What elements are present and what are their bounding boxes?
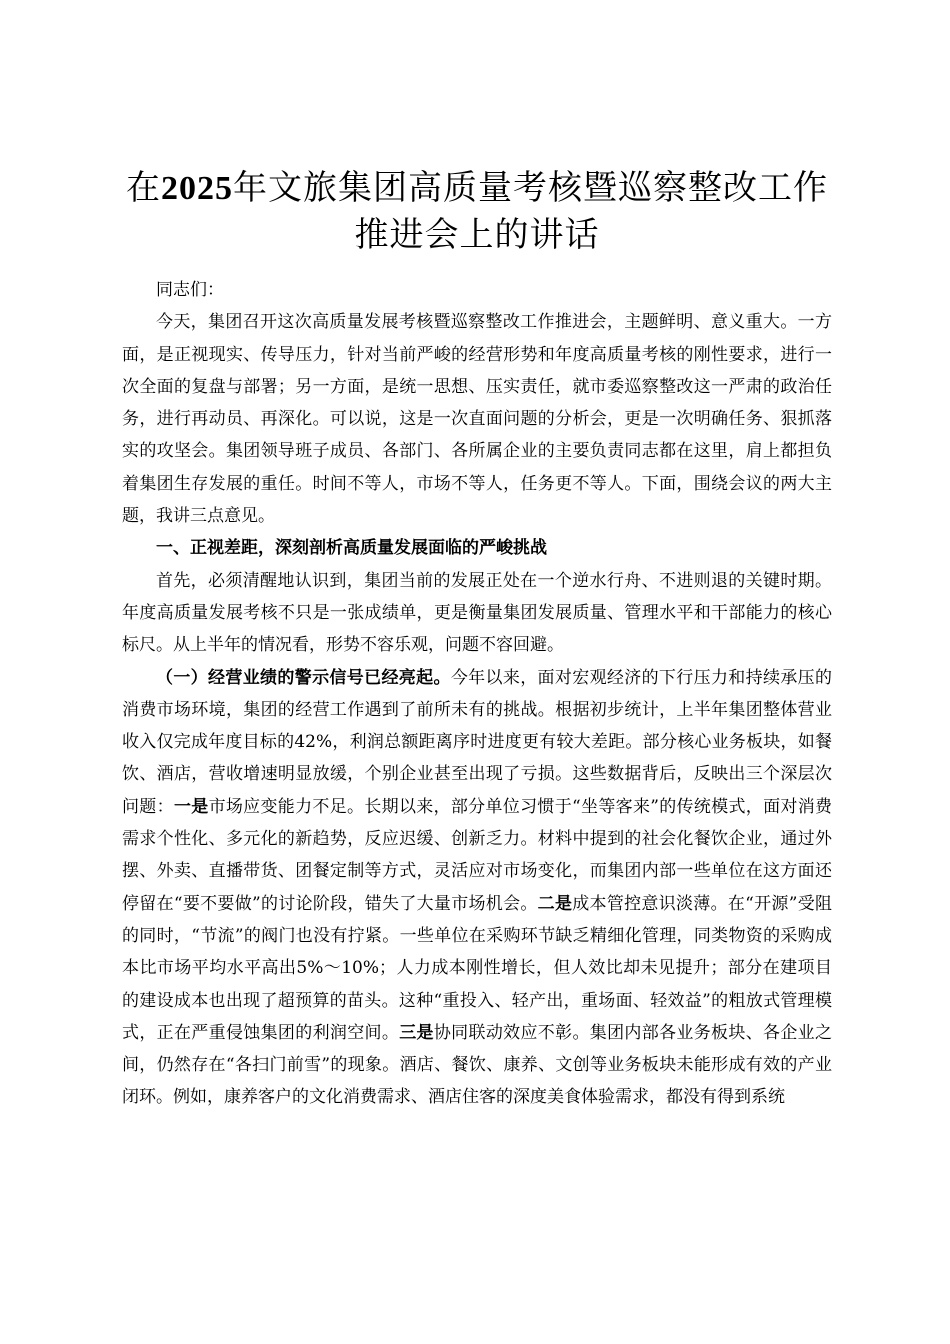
- section-heading-1: [122, 532, 832, 564]
- keyword-third: 三是: [399, 1022, 434, 1043]
- sub-1-text-d: 协同联动效应不彰。集团内部各业务板块、各企业之间，仍然存在“各扫门前雪”的现象。酒店、餐饮、康养、文创等业务板块未能形成有效的产业闭环。例如，康养客户的文化消费需求、酒店住客的深度美食体验需求，都没有得到系统: [122, 1022, 833, 1108]
- sub-1-text-b: 市场应变能力不足。长期以来，部分单位习惯于“坐等客来”的传统模式，面对消费需求个性化、多元化的新趋势，反应迟缓、创新乏力。材料中提到的社会化餐饮企业，通过外摆、外卖、直播带货、团餐定制等方式，灵活应对市场变化，而集团内部一些单位在这方面还停留在“要不要做”的讨论阶段，错失了大量市场机会。: [122, 796, 833, 914]
- title-rest: 年文旅集团高质量考核暨巡察整改工作推进会上的讲话: [233, 168, 828, 255]
- title-year: 2025: [161, 170, 233, 207]
- intro-paragraph: 今天，集团召开这次高质量发展考核暨巡察整改工作推进会，主题鲜明、意义重大。一方面，是正视现实、传导压力，针对当前严峻的经营形势和年度高质量考核的刚性要求，进行一次全面的复盘与部署；另一方面，是统一思想、压实责任，就市委巡察整改这一严肃的政治任务，进行再动员、再深化。可以说，这是一次直面问题的分析会，更是一次明确任务、狠抓落实的攻坚会。集团领导班子成员、各部门、各所属企业的主要负责同志都在这里，肩上都担负着集团生存发展的重任。时间不等人，市场不等人，任务更不等人。下面，围绕会议的两大主题，我讲三点意见。: [122, 312, 832, 527]
- keyword-first: 一是: [173, 796, 209, 817]
- title-prefix: 在: [126, 168, 161, 208]
- sub-heading-1: （一）经营业绩的警示信号已经亮起。: [156, 667, 451, 688]
- section-1-paragraph-1: 首先，必须清醒地认识到，集团当前的发展正处在一个逆水行舟、不进则退的关键时期。年度高质量发展考核不只是一张成绩单，更是衡量集团发展质量、管理水平和干部能力的核心标尺。从上半年的情况看，形势不容乐观，问题不容回避。: [122, 570, 832, 656]
- sub-1-text-c: 成本管控意识淡薄。在“开源”受阻的同时，“节流”的阀门也没有拧紧。一些单位在采购环节缺乏精细化管理，同类物资的采购成本比市场平均水平高出5%～10%；人力成本刚性增长，但人效比却未见提升；部分在建项目的建设成本也出现了超预算的苗头。这种“重投入、轻产出，重场面、轻效益”的粗放式管理模式，正在严重侵蚀集团的利润空间。: [122, 893, 832, 1043]
- section-1-paragraph-2: [122, 662, 832, 1114]
- document-body: [122, 274, 832, 1114]
- sub-1-text-a: 今年以来，面对宏观经济的下行压力和持续承压的消费市场环境，集团的经营工作遇到了前所未有的挑战。根据初步统计，上半年集团整体营业收入仅完成年度目标的42%，利润总额距离序时进度更有较大差距。部分核心业务板块，如餐饮、酒店，营收增速明显放缓，个别企业甚至出现了亏损。这些数据背后，反映出三个深层次问题：: [122, 667, 833, 817]
- salutation: 同志们：: [156, 280, 224, 300]
- keyword-second: 二是: [537, 893, 573, 914]
- section-heading-1-text: 一、正视差距，深刻剖析高质量发展面临的严峻挑战: [156, 538, 547, 559]
- document-title: [122, 165, 832, 258]
- document-page: [122, 165, 832, 1114]
